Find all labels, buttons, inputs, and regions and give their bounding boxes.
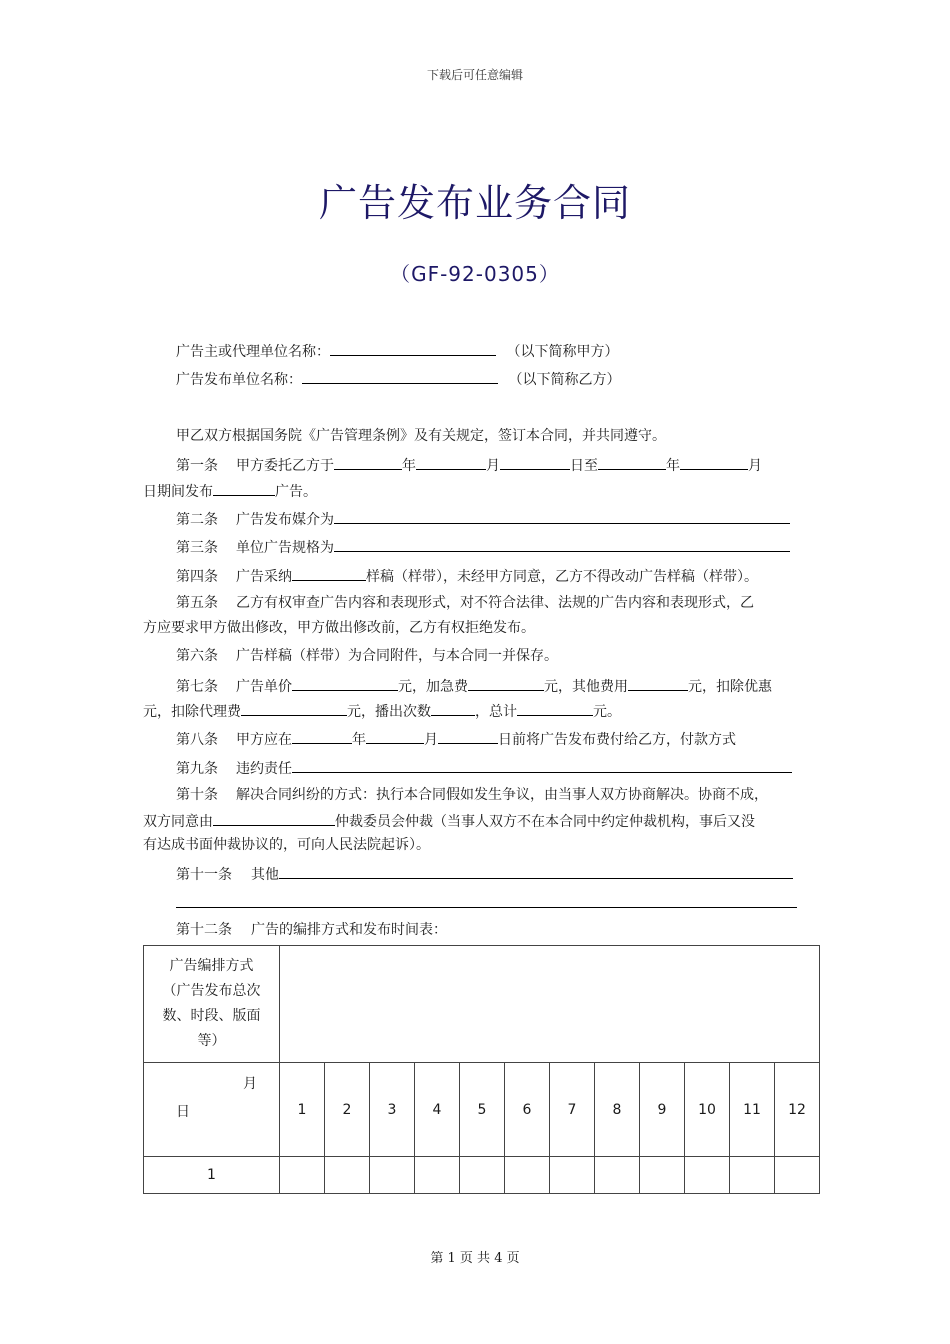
pay-month-blank[interactable] — [366, 728, 424, 744]
article-1-number: 第一条 — [176, 458, 218, 474]
corner-cell — [144, 1063, 280, 1157]
article-7-unit-price: 广告单价 — [236, 679, 292, 695]
schedule-cell[interactable] — [325, 1157, 370, 1194]
schedule-cell[interactable] — [640, 1157, 685, 1194]
month-header: 4 — [415, 1063, 460, 1157]
month2-label: 月 — [748, 458, 762, 474]
article-8-year: 年 — [352, 732, 366, 748]
article-7-number: 第七条 — [176, 679, 218, 695]
article-7-line1 — [176, 675, 772, 697]
month-header: 3 — [370, 1063, 415, 1157]
arrangement-row — [144, 946, 820, 1063]
sample-blank[interactable] — [292, 565, 366, 581]
month-header: 10 — [685, 1063, 730, 1157]
schedule-cell[interactable] — [460, 1157, 505, 1194]
article-10-number: 第十条 — [176, 787, 218, 803]
month-header: 7 — [550, 1063, 595, 1157]
article-10-line1 — [176, 785, 768, 805]
article-10-line2 — [143, 810, 755, 832]
ad-name-blank[interactable] — [213, 480, 275, 496]
article-10-text1: 解决合同纠纷的方式：执行本合同假如发生争议，由当事人双方协商解决。协商不成， — [236, 787, 768, 803]
document-code: （GF-92-0305） — [390, 262, 560, 286]
rush-fee-blank[interactable] — [468, 675, 544, 691]
article-11 — [176, 863, 793, 885]
article-8-month: 月 — [424, 732, 438, 748]
end-month-blank[interactable] — [680, 454, 748, 470]
agency-fee-blank[interactable] — [241, 700, 347, 716]
article-8-text1: 甲方应在 — [236, 732, 292, 748]
article-8-text2: 日前将广告发布费付给乙方，付款方式 — [498, 732, 736, 748]
article-12-number: 第十二条 — [176, 922, 232, 938]
schedule-cell[interactable] — [370, 1157, 415, 1194]
article-6 — [176, 646, 558, 666]
arbitration-blank[interactable] — [213, 810, 335, 826]
preamble: 甲乙双方根据国务院《广告管理条例》及有关规定，签订本合同，并共同遵守。 — [176, 428, 666, 444]
arrangement-label-4: 等） — [197, 1033, 226, 1049]
article-10-line3: 有达成书面仲裁协议的，可向人民法院起诉）。 — [143, 837, 430, 853]
article-9 — [176, 757, 792, 779]
corner-day-label: 日 — [176, 1104, 190, 1120]
start-year-blank[interactable] — [334, 454, 402, 470]
party-b-note: （以下简称乙方） — [508, 372, 621, 388]
article-7-other-fee: 元，其他费用 — [544, 679, 628, 695]
article-1-period: 日期间发布 — [143, 484, 213, 500]
article-7-times: 元，播出次数 — [347, 704, 431, 720]
arrangement-header — [144, 946, 280, 1063]
article-9-number: 第九条 — [176, 761, 218, 777]
article-5-text1: 乙方有权审查广告内容和表现形式，对不符合法律、法规的广告内容和表现形式，乙 — [236, 595, 754, 611]
schedule-cell[interactable] — [280, 1157, 325, 1194]
article-4-text2: 样稿（样带），未经甲方同意，乙方不得改动广告样稿（样带）。 — [366, 569, 758, 585]
article-10-text2a: 双方同意由 — [143, 814, 213, 830]
article-8 — [176, 728, 736, 750]
article-2 — [176, 508, 790, 530]
arrangement-label-2: （广告发布总次 — [162, 983, 261, 999]
party-b-blank[interactable] — [302, 368, 498, 384]
schedule-cell[interactable] — [595, 1157, 640, 1194]
article-4-text1: 广告采纳 — [236, 569, 292, 585]
arrangement-label-3: 数、时段、版面 — [162, 1008, 261, 1024]
party-b-label: 广告发布单位名称： — [176, 372, 302, 388]
month-header: 6 — [505, 1063, 550, 1157]
article-3-text: 单位广告规格为 — [236, 540, 334, 556]
month-header: 12 — [775, 1063, 820, 1157]
article-7-end: 元。 — [593, 704, 621, 720]
article-4 — [176, 565, 758, 587]
article-5-line1 — [176, 593, 754, 613]
month-header: 1 — [280, 1063, 325, 1157]
party-b-line — [176, 368, 620, 390]
arrangement-cell[interactable] — [280, 946, 820, 1063]
spec-blank[interactable] — [334, 536, 790, 552]
schedule-table — [143, 945, 820, 1194]
month-label: 月 — [486, 458, 500, 474]
schedule-cell[interactable] — [730, 1157, 775, 1194]
month-header: 5 — [460, 1063, 505, 1157]
other-fee-blank[interactable] — [628, 675, 688, 691]
other-blank-line2[interactable] — [176, 907, 797, 908]
schedule-cell[interactable] — [415, 1157, 460, 1194]
start-month-blank[interactable] — [416, 454, 486, 470]
article-1-line2 — [143, 480, 317, 502]
article-11-number: 第十一条 — [176, 867, 232, 883]
article-5-number: 第五条 — [176, 595, 218, 611]
year2-label: 年 — [666, 458, 680, 474]
article-12 — [176, 920, 447, 940]
article-10-text2b: 仲裁委员会仲裁（当事人双方不在本合同中约定仲裁机构，事后又没 — [335, 814, 755, 830]
document-title: 广告发布业务合同 — [318, 181, 631, 225]
day-to-label: 日至 — [570, 458, 598, 474]
pay-year-blank[interactable] — [292, 728, 352, 744]
party-a-blank[interactable] — [330, 340, 496, 356]
article-12-text: 广告的编排方式和发布时间表： — [251, 922, 447, 938]
article-3 — [176, 536, 790, 558]
article-7-rush-fee: 元，加急费 — [398, 679, 468, 695]
article-2-number: 第二条 — [176, 512, 218, 528]
article-1-end: 广告。 — [275, 484, 317, 500]
article-3-number: 第三条 — [176, 540, 218, 556]
schedule-cell[interactable] — [550, 1157, 595, 1194]
header-note: 下载后可任意编辑 — [426, 68, 523, 82]
schedule-cell[interactable] — [685, 1157, 730, 1194]
article-5-line2: 方应要求甲方做出修改，甲方做出修改前，乙方有权拒绝发布。 — [143, 620, 535, 636]
article-7-discount: 元，扣除优惠 — [688, 679, 772, 695]
schedule-cell[interactable] — [775, 1157, 820, 1194]
times-blank[interactable] — [431, 700, 475, 716]
month-header: 8 — [595, 1063, 640, 1157]
other-blank[interactable] — [279, 863, 793, 879]
month-header: 9 — [640, 1063, 685, 1157]
article-1-line1 — [176, 454, 762, 476]
article-11-text: 其他 — [251, 867, 279, 883]
party-a-label: 广告主或代理单位名称： — [176, 344, 330, 360]
article-7-agency-fee: 元，扣除代理费 — [143, 704, 241, 720]
arrangement-label: 广告编排方式 — [169, 958, 254, 974]
party-a-line — [176, 340, 618, 362]
liability-blank[interactable] — [292, 757, 792, 773]
article-7-line2 — [143, 700, 621, 722]
end-year-blank[interactable] — [598, 454, 666, 470]
total-blank[interactable] — [517, 700, 593, 716]
month-header: 11 — [730, 1063, 775, 1157]
pay-day-blank[interactable] — [438, 728, 498, 744]
article-8-number: 第八条 — [176, 732, 218, 748]
schedule-cell[interactable] — [505, 1157, 550, 1194]
month-header: 2 — [325, 1063, 370, 1157]
party-a-note: （以下简称甲方） — [506, 344, 619, 360]
media-blank[interactable] — [334, 508, 790, 524]
start-day-blank[interactable] — [500, 454, 570, 470]
article-4-number: 第四条 — [176, 569, 218, 585]
corner-month-label: 月 — [243, 1076, 257, 1092]
article-6-number: 第六条 — [176, 648, 218, 664]
article-1-text: 甲方委托乙方于 — [236, 458, 334, 474]
year-label: 年 — [402, 458, 416, 474]
unit-price-blank[interactable] — [292, 675, 398, 691]
article-9-text: 违约责任 — [236, 761, 292, 777]
article-7-total: ，总计 — [475, 704, 517, 720]
day-row — [144, 1157, 820, 1194]
month-header-row — [144, 1063, 820, 1157]
article-6-text: 广告样稿（样带）为合同附件，与本合同一并保存。 — [236, 648, 558, 664]
article-2-text: 广告发布媒介为 — [236, 512, 334, 528]
day-label: 1 — [144, 1157, 280, 1194]
page-footer: 第 1 页 共 4 页 — [430, 1251, 520, 1266]
